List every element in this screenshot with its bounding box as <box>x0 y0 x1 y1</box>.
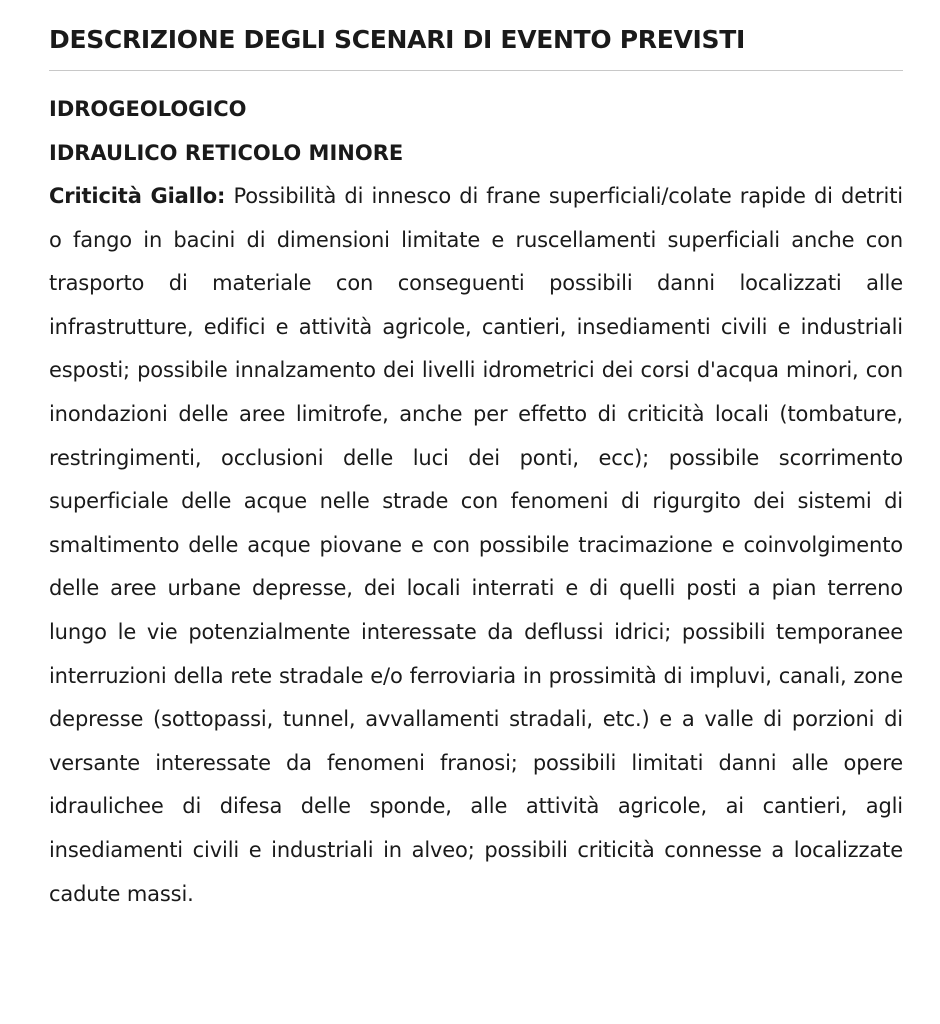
criticity-description: Possibilità di innesco di frane superficiali/colate rapide di detriti o fango in bacini di dimensioni limitate e ruscellamenti superficiali anche con trasporto di materiale con conseguenti possibili danni localizzati alle infrastrutture, edifici e attività agricole, cantieri, insediamenti civili e industriali esposti; possibile innalzamento dei livelli idrometrici dei corsi d'acqua minori, con inondazioni delle aree limitrofe, anche per effetto di criticità locali (tombature, restringimenti, occlusioni delle luci dei ponti, ecc); possibile scorrimento superficiale delle acque nelle strade con fenomeni di rigurgito dei sistemi di smaltimento delle acque piovane e con possibile tracimazione e coinvolgimento delle aree urbane depresse, dei locali interrati e di quelli posti a pian terreno lungo le vie potenzialmente interessate da deflussi idrici; possibili temporanee interruzioni della rete stradale e/o ferroviaria in prossimità di impluvi, canali, zone depresse (sottopassi, tunnel, avvallamenti stradali, etc.) e a valle di porzioni di versante interessate da fenomeni franosi; possibili limitati danni alle opere idraulichee di difesa delle sponde, alle attività agricole, ai cantieri, agli insediamenti civili e industriali in alveo; possibili criticità connesse a localizzate cadute massi. <box>49 184 903 906</box>
criticity-level-label: Criticità Giallo: <box>49 184 226 208</box>
page-title: DESCRIZIONE DEGLI SCENARI DI EVENTO PREVISTI <box>49 25 746 54</box>
criticity-paragraph <box>49 175 903 916</box>
title-divider <box>49 70 903 71</box>
category-heading: IDROGEOLOGICO <box>49 97 247 121</box>
document-page <box>49 22 903 916</box>
subcategory-heading: IDRAULICO RETICOLO MINORE <box>49 141 404 165</box>
